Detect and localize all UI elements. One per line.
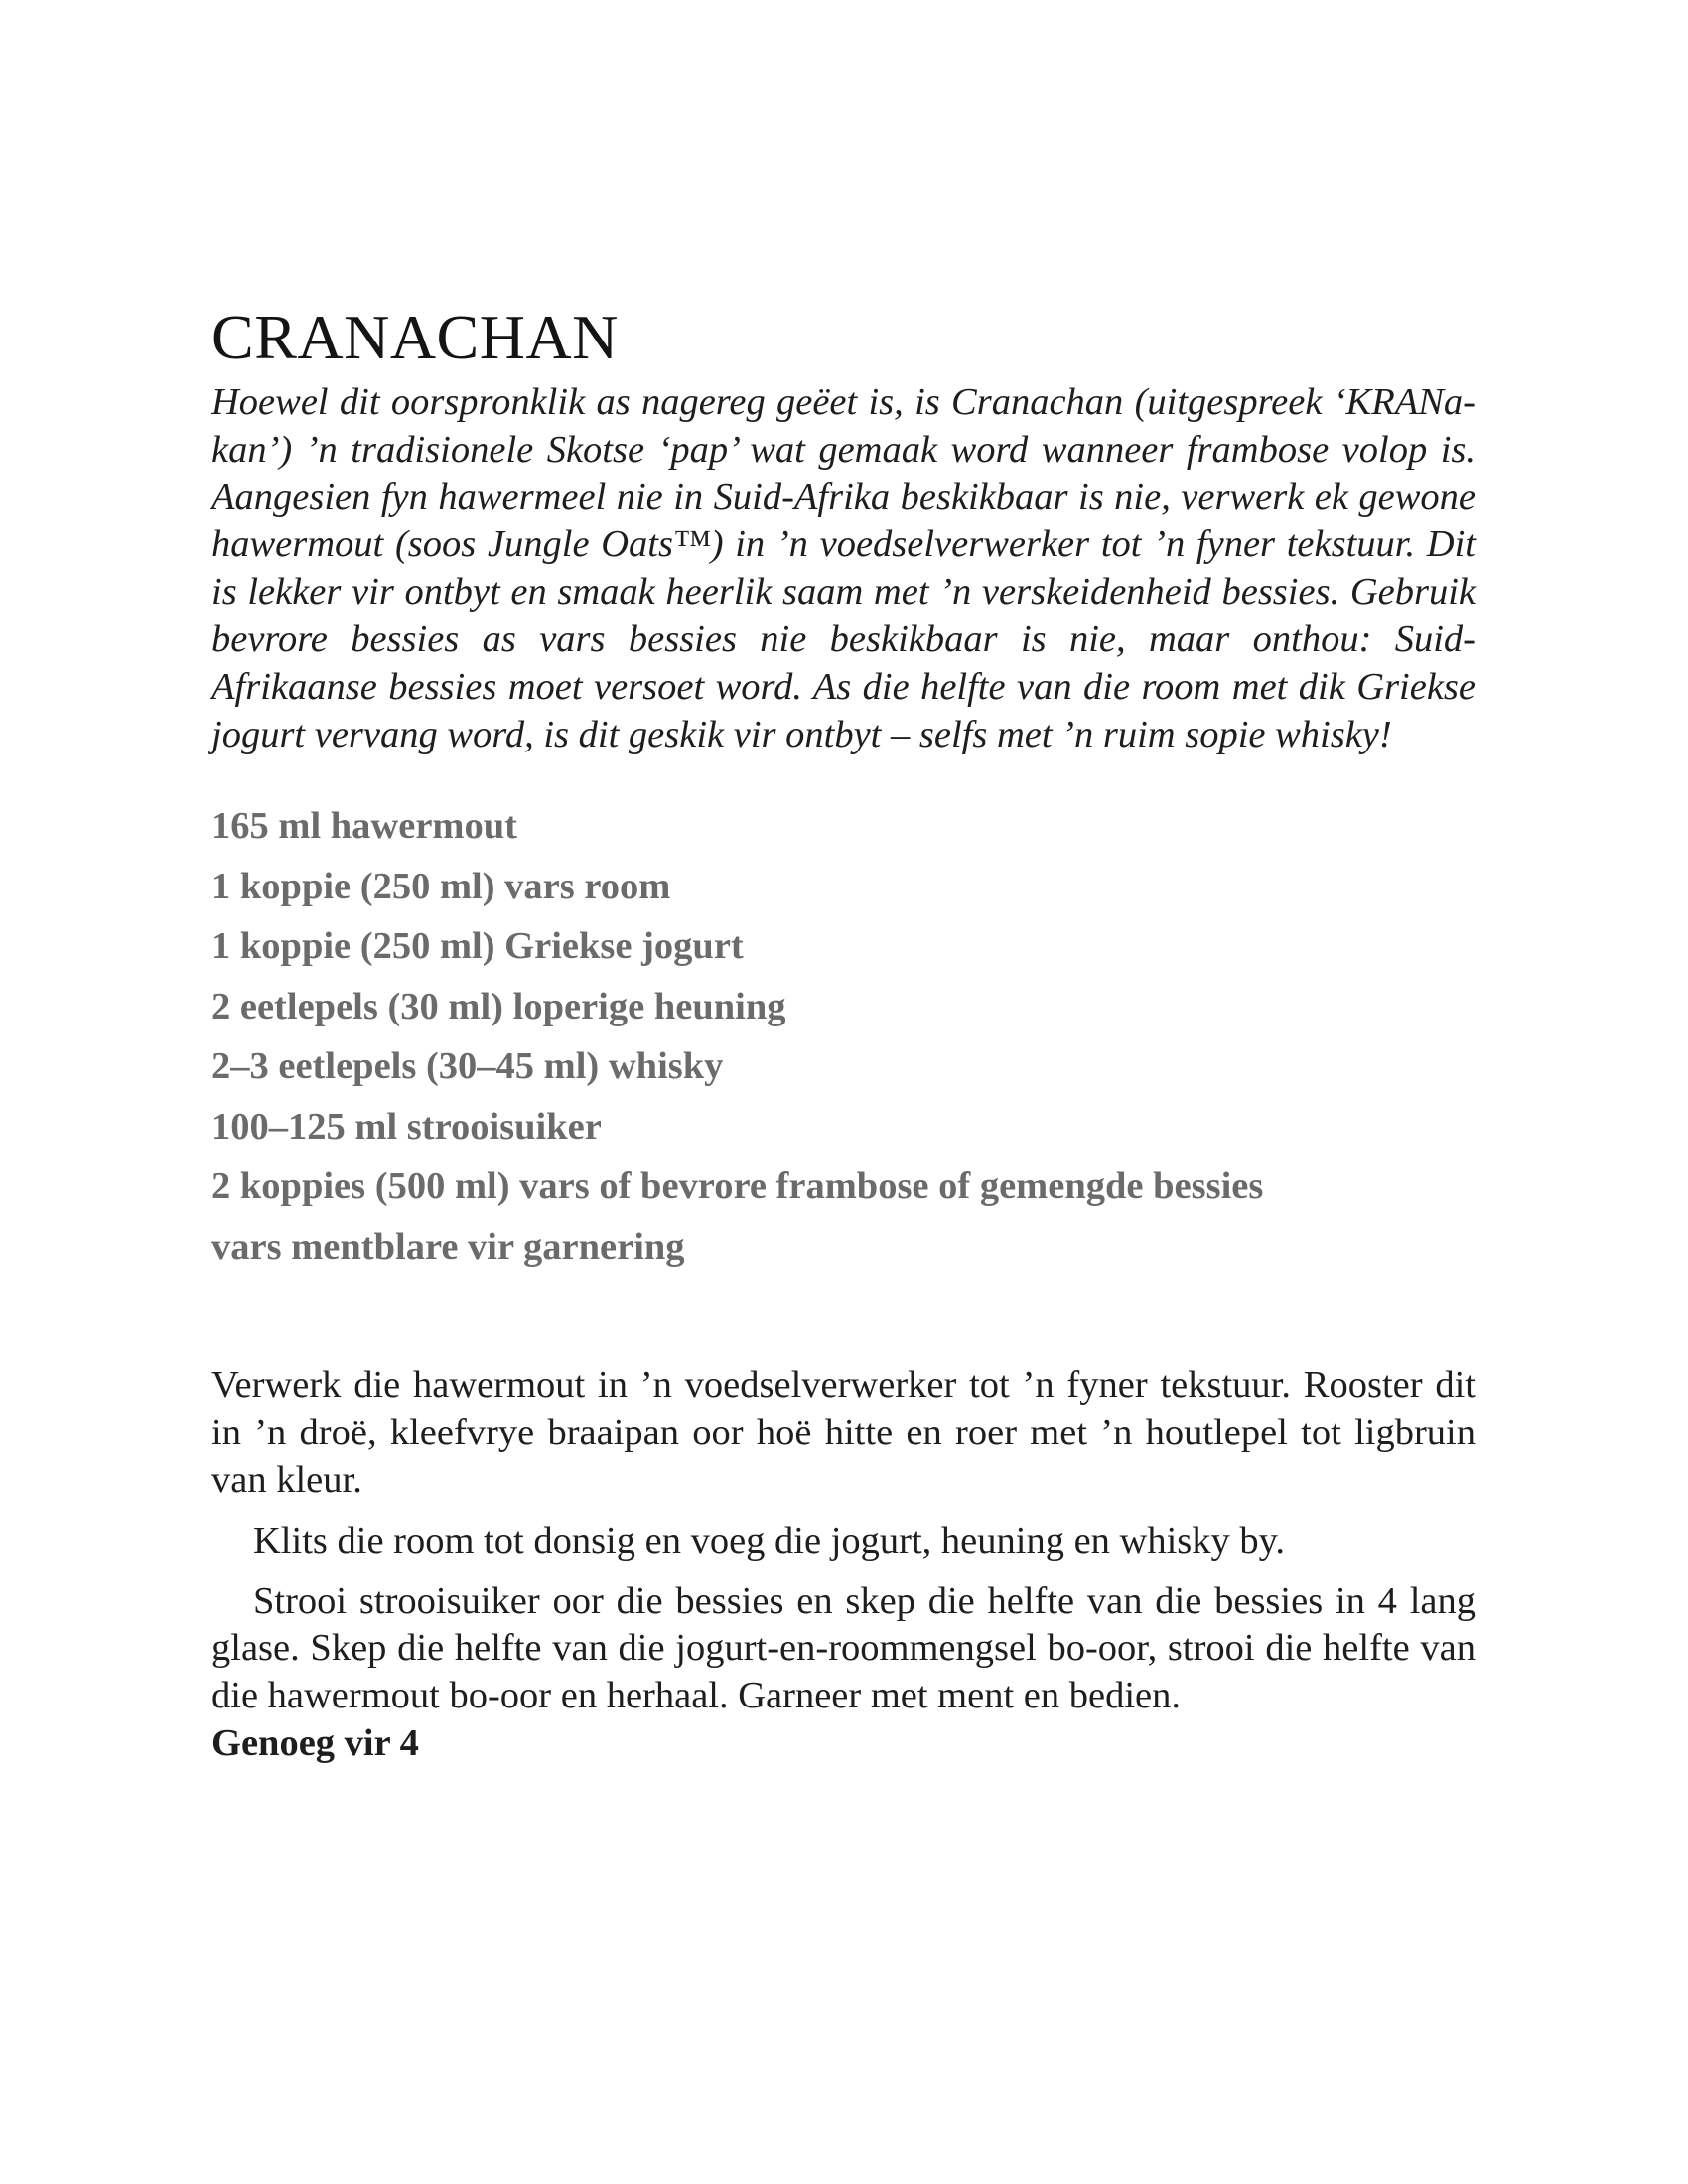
ingredient-list <box>211 796 1476 1277</box>
ingredient-item: 2 eetlepels (30 ml) loperige heuning <box>211 985 786 1027</box>
ingredient-item: vars mentblare vir garnering <box>211 1225 685 1268</box>
ingredient-item: 1 koppie (250 ml) vars room <box>211 865 671 907</box>
ingredient-item: 2–3 eetlepels (30–45 ml) whisky <box>211 1045 724 1088</box>
method-step: Verwerk die hawermout in ’n voedselverwerker tot ’n fyner tekstuur. Rooster dit in ’n droë, kleefvrye braaipan oor hoë hitte en roer met ’n houtlepel tot ligbruin van kleur. <box>211 1364 1476 1501</box>
ingredient-item: 2 koppies (500 ml) vars of bevrore frambose of gemengde bessies <box>211 1165 1264 1208</box>
ingredient-item: 1 koppie (250 ml) Griekse jogurt <box>211 925 744 968</box>
recipe-title: CRANACHAN <box>211 302 619 372</box>
method-section <box>211 1362 1476 1767</box>
method-step: Klits die room tot donsig en voeg die jogurt, heuning en whisky by. <box>253 1519 1286 1562</box>
method-step: Strooi strooisuiker oor die bessies en skep die helfte van die bessies in 4 lang glase. Skep die helfte van die jogurt-en-roommengsel bo-oor, strooi die helfte van die hawermout bo-oor en herhaal. Garneer met ment en bedien. <box>211 1579 1476 1717</box>
ingredient-item: 165 ml hawermout <box>211 805 517 848</box>
recipe-intro: Hoewel dit oorspronklik as nagereg geëet is, is Cranachan (uitgespreek ‘KRANa-kan’) ’n tradisionele Skotse ‘pap’ wat gemaak word wanneer frambose volop is. Aangesien fyn hawermeel nie in Suid-Afrika beskikbaar is nie, verwerk ek gewone hawermout (soos Jungle Oats™) in ’n voedselverwerker tot ’n fyner tekstuur. Dit is lekker vir ontbyt en smaak heerlik saam met ’n verskeidenheid bessies. Gebruik bevrore bessies as vars bessies nie beskikbaar is nie, maar onthou: Suid-Afrikaanse bessies moet versoet word. As die helfte van die room met dik Griekse jogurt vervang word, is dit geskik vir ontbyt – selfs met ’n ruim sopie whisky! <box>211 381 1476 755</box>
ingredient-item: 100–125 ml strooisuiker <box>211 1105 602 1148</box>
serves-note: Genoeg vir 4 <box>211 1721 419 1764</box>
recipe-page <box>211 298 1476 1781</box>
